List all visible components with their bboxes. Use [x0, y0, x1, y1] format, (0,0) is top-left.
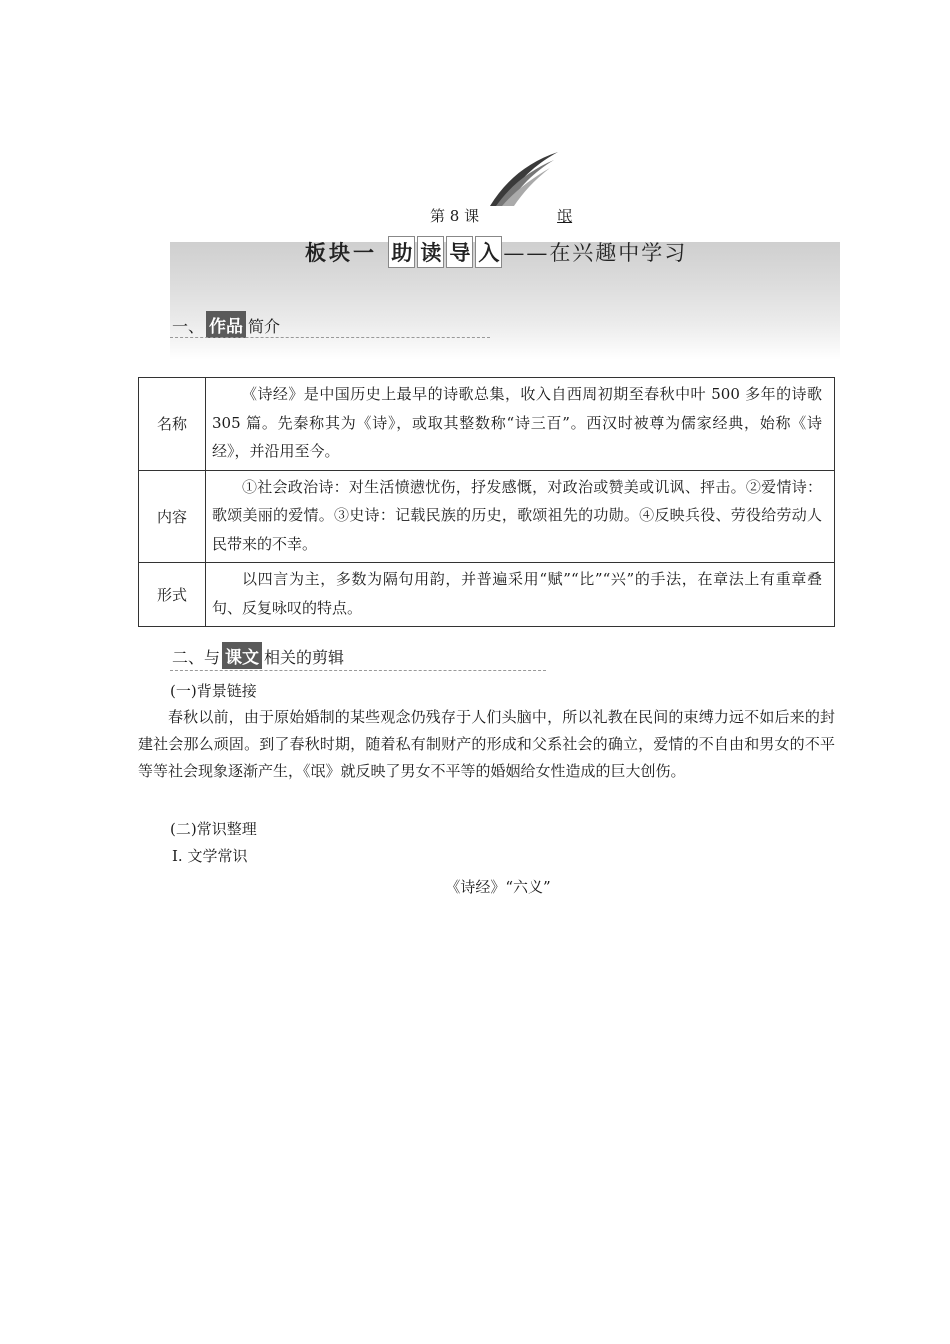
subheading-literary: Ⅰ. 文学常识 — [172, 847, 248, 865]
lesson-name: 氓 — [557, 207, 573, 225]
section-suffix: 相关的剪辑 — [264, 648, 345, 667]
table-row — [139, 470, 835, 563]
table-row — [139, 378, 835, 471]
banner-highlight-char: 入 — [475, 236, 502, 268]
row-content: 以四言为主，多数为隔句用韵，并普遍采用“赋”“比”“兴”的手法，在章法上有重章叠句、反复咏叹的特点。 — [206, 563, 835, 627]
subheading-knowledge: (二)常识整理 — [170, 820, 257, 838]
row-label: 形式 — [139, 563, 206, 627]
centered-title: 《诗经》“六义” — [445, 878, 551, 896]
section-heading-text — [172, 642, 344, 669]
banner-suffix: ——在兴趣中学习 — [503, 241, 688, 265]
intro-table — [138, 377, 835, 627]
lesson-title — [430, 205, 572, 226]
lesson-number: 第 8 课 — [430, 207, 480, 225]
section-heading-works — [172, 311, 280, 338]
table-row — [139, 563, 835, 627]
row-content: ①社会政治诗：对生活愤懑忧伤，抒发感慨，对政治或赞美或讥讽、抨击。②爱情诗：歌颂美丽的爱情。③史诗：记载民族的历史，歌颂祖先的功勋。④反映兵役、劳役给劳动人民带来的不幸。 — [206, 470, 835, 563]
banner-highlight-char: 助 — [388, 236, 415, 268]
row-label: 内容 — [139, 470, 206, 563]
section-prefix: 二、与 — [172, 648, 221, 667]
section-divider — [170, 337, 490, 338]
section-divider — [170, 670, 546, 671]
row-content: 《诗经》是中国历史上最早的诗歌总集，收入自西周初期至春秋中叶 500 多年的诗歌 305 篇。先秦称其为《诗》，或取其整数称“诗三百”。西汉时被尊为儒家经典，始称《诗经》，并沿用至今。 — [206, 378, 835, 471]
banner-prefix: 板块一 — [305, 241, 377, 265]
banner-title — [305, 236, 687, 268]
banner-highlight-char: 读 — [417, 236, 444, 268]
section-highlight: 作品 — [206, 311, 246, 338]
row-label: 名称 — [139, 378, 206, 471]
banner-highlight-char: 导 — [446, 236, 473, 268]
swoosh-decoration-icon — [488, 150, 560, 208]
section-prefix: 一、 — [172, 317, 205, 336]
section-highlight: 课文 — [222, 642, 262, 669]
background-paragraph: 春秋以前，由于原始婚制的某些观念仍残存于人们头脑中，所以礼教在民间的束缚力远不如后来的封建社会那么顽固。到了春秋时期，随着私有制财产的形成和父系社会的确立，爱情的不自由和男女的不平等等社会现象逐渐产生，《氓》就反映了男女不平等的婚姻给女性造成的巨大创伤。 — [138, 708, 835, 780]
subheading-background: (一)背景链接 — [170, 682, 257, 700]
section-suffix: 简介 — [248, 317, 281, 336]
